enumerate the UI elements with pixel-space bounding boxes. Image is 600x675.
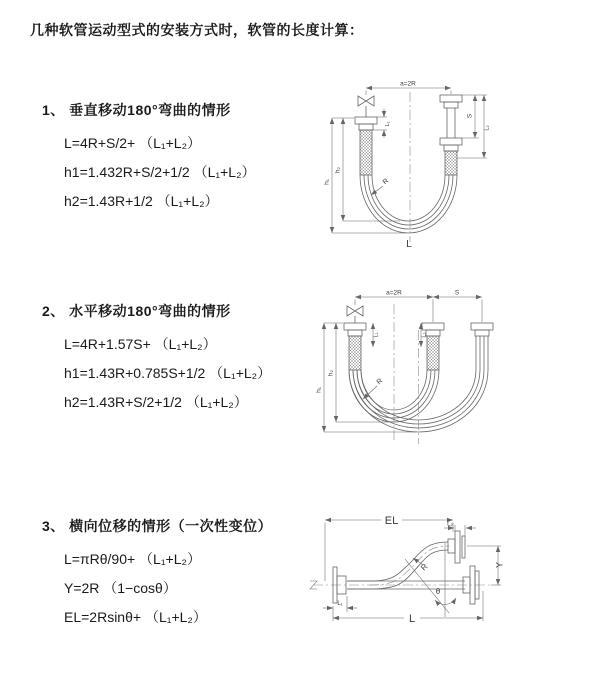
dim-label-l1: L₁ xyxy=(337,601,343,607)
diagram-lateral-displacement xyxy=(305,505,595,660)
dimension-y xyxy=(467,546,505,585)
dim-label-h2: h₂ xyxy=(327,369,335,377)
dimension-s xyxy=(433,290,482,298)
dimension-l1 xyxy=(373,323,380,347)
dim-label-h1: h₁ xyxy=(323,179,331,185)
formula-list xyxy=(64,129,330,216)
dim-label-s: S xyxy=(454,289,460,297)
radius-callout xyxy=(363,378,384,399)
radius-callout xyxy=(413,558,430,572)
dim-label-l2: L₂ xyxy=(421,332,428,338)
dim-label-el: EL xyxy=(384,515,399,527)
formula-line: EL=2Rsinθ+ （L₁+L₂） xyxy=(64,609,207,625)
dimension-l1 xyxy=(373,109,391,138)
dimension-a2r xyxy=(355,290,482,323)
section-heading: 3、 横向位移的情形（一次性变位） xyxy=(42,518,273,534)
braided-section xyxy=(360,130,372,175)
page-title: 几种软管运动型式的安装方式时，软管的长度计算： xyxy=(30,22,364,38)
dim-label-r: R xyxy=(419,562,430,573)
fixed-end-fitting xyxy=(344,323,366,370)
dim-label-s: S xyxy=(466,113,474,119)
upper-flange xyxy=(448,531,465,563)
dim-label-l2: L₂ xyxy=(484,125,491,131)
dim-label-h1: h₁ xyxy=(315,387,323,393)
dim-label-l2: L₂ xyxy=(447,521,453,528)
dim-label-a2r: a=2R xyxy=(400,80,416,88)
section-vertical-180-bend xyxy=(30,100,330,216)
moving-end-fitting-position2 xyxy=(471,323,493,370)
dim-label-a2r: a=2R xyxy=(386,289,402,297)
dimension-s xyxy=(462,95,487,138)
section-heading: 1、 垂直移动180°弯曲的情形 xyxy=(42,102,231,118)
dim-label-y: Y xyxy=(494,561,505,569)
dim-label-l: L xyxy=(406,239,412,250)
braided-section xyxy=(349,336,361,370)
valve-icon xyxy=(347,306,363,323)
formula-line: Y=2R （1−cosθ） xyxy=(64,580,177,596)
section-horizontal-180-bend xyxy=(30,301,330,417)
dim-label-r: R xyxy=(381,177,391,187)
formula-line: L=πRθ/90+ （L₁+L₂） xyxy=(64,551,201,567)
dim-label-l1: L₁ xyxy=(373,332,380,338)
formula-line: h1=1.432R+S/2+1/2 （L₁+L₂） xyxy=(64,164,256,180)
dim-label-theta: θ xyxy=(435,587,441,596)
hose-s-curve xyxy=(347,542,448,589)
valve-icon xyxy=(358,96,374,117)
dimension-l1 xyxy=(323,596,357,612)
dim-label-h2: h₂ xyxy=(334,166,342,174)
formula-line: L=4R+S/2+ （L₁+L₂） xyxy=(64,135,202,151)
dim-label-l: L xyxy=(408,613,416,625)
formula-line: h2=1.43R+1/2 （L₁+L₂） xyxy=(64,193,219,209)
moving-end-fitting-position1 xyxy=(422,323,444,370)
diagram-vertical-u-bend xyxy=(320,70,580,260)
right-end-fitting xyxy=(440,95,462,175)
dimension-l2 xyxy=(457,95,491,158)
formula-line: h1=1.43R+0.785S+1/2 （L₁+L₂） xyxy=(64,365,272,381)
dim-label-l1: L₁ xyxy=(385,121,391,127)
radius-callout xyxy=(371,178,390,195)
formula-line: L=4R+1.57S+ （L₁+L₂） xyxy=(64,336,217,352)
section-lateral-displacement xyxy=(30,516,330,632)
dimension-a2r xyxy=(366,81,451,96)
braided-section xyxy=(445,151,457,175)
hose-u-bend xyxy=(360,175,457,233)
section-heading: 2、 水平移动180°弯曲的情形 xyxy=(42,303,231,319)
diagram-horizontal-u-bend xyxy=(310,280,580,460)
left-end-fitting xyxy=(355,117,377,175)
braided-section xyxy=(427,336,439,370)
formula-line: h2=1.43R+S/2+1/2 （L₁+L₂） xyxy=(64,394,248,410)
formula-list xyxy=(64,330,330,417)
dim-label-r: R xyxy=(375,377,385,387)
center-line xyxy=(313,546,491,585)
dimension-h1 xyxy=(316,323,417,432)
formula-list xyxy=(64,545,330,632)
